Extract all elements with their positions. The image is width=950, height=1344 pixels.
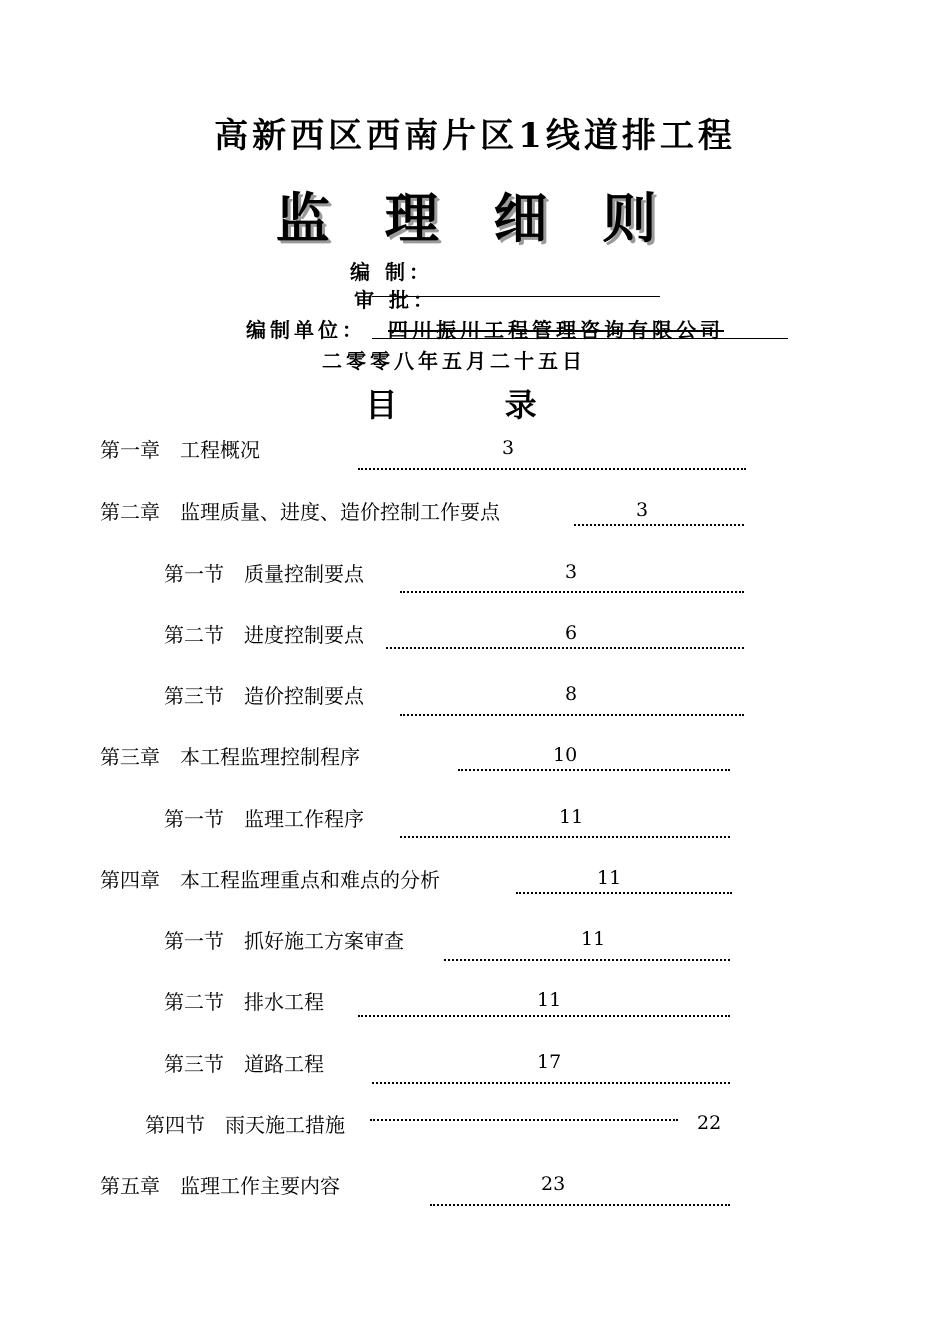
toc-entry-page: 6 [565, 622, 578, 644]
toc-entry-page: 11 [559, 806, 584, 828]
toc-entry-label[interactable]: 第四节 雨天施工措施 [145, 1113, 345, 1137]
toc-entry-label[interactable]: 第一节 质量控制要点 [164, 562, 364, 586]
toc-entry-label[interactable]: 第一节 抓好施工方案审查 [164, 929, 404, 953]
toc-entry-page: 3 [636, 499, 649, 521]
toc-dot-leader [400, 714, 744, 716]
toc-entry-label[interactable]: 第五章 监理工作主要内容 [100, 1174, 340, 1198]
project-title: 高新西区西南片区1线道排工程 [214, 116, 736, 156]
unit-name: 四川振川工程管理咨询有限公司 [388, 318, 724, 342]
toc-entry-page: 3 [565, 561, 578, 583]
toc-dot-leader [400, 836, 730, 838]
toc-entry-page: 8 [565, 683, 578, 705]
toc-entry-page: 17 [537, 1051, 562, 1073]
toc-entry-label[interactable]: 第一章 工程概况 [100, 438, 260, 462]
toc-dot-leader [358, 1015, 730, 1017]
toc-entry-label[interactable]: 第二节 排水工程 [164, 990, 324, 1014]
toc-entry-label[interactable]: 第三节 道路工程 [164, 1052, 324, 1076]
toc-entry-page: 11 [581, 928, 606, 950]
document-subtitle: 监 理 细 则 [275, 187, 675, 250]
toc-entry-page: 23 [541, 1173, 566, 1195]
toc-dot-leader [444, 959, 730, 961]
toc-dot-leader [358, 468, 746, 470]
toc-dot-leader [370, 1119, 678, 1121]
toc-entry-label[interactable]: 第二节 进度控制要点 [164, 623, 364, 647]
toc-dot-leader [430, 1204, 730, 1206]
compile-date: 二零零八年五月二十五日 [322, 349, 586, 373]
toc-heading: 目 录 [365, 386, 585, 424]
toc-entry-label[interactable]: 第二章 监理质量、进度、造价控制工作要点 [100, 500, 500, 524]
toc-dot-leader [400, 591, 744, 593]
toc-dot-leader [574, 524, 744, 526]
toc-entry-page: 10 [553, 744, 578, 766]
unit-underline [372, 338, 788, 339]
toc-entry-page: 11 [597, 867, 622, 889]
toc-dot-leader [372, 1082, 730, 1084]
unit-label: 编制单位： [246, 318, 366, 342]
toc-entry-label[interactable]: 第一节 监理工作程序 [164, 807, 364, 831]
compiled-by-label: 编 制： [350, 260, 433, 284]
toc-dot-leader [458, 769, 730, 771]
toc-dot-leader [386, 647, 744, 649]
toc-entry-label[interactable]: 第三节 造价控制要点 [164, 684, 364, 708]
toc-entry-page: 3 [502, 437, 515, 459]
approved-by-label: 审 批： [354, 288, 437, 312]
toc-dot-leader [516, 892, 732, 894]
approved-by-line [372, 296, 660, 297]
toc-entry-label[interactable]: 第三章 本工程监理控制程序 [100, 745, 360, 769]
toc-entry-label[interactable]: 第四章 本工程监理重点和难点的分析 [100, 868, 440, 892]
toc-entry-page: 11 [537, 989, 562, 1011]
toc-entry-page: 22 [697, 1112, 722, 1134]
